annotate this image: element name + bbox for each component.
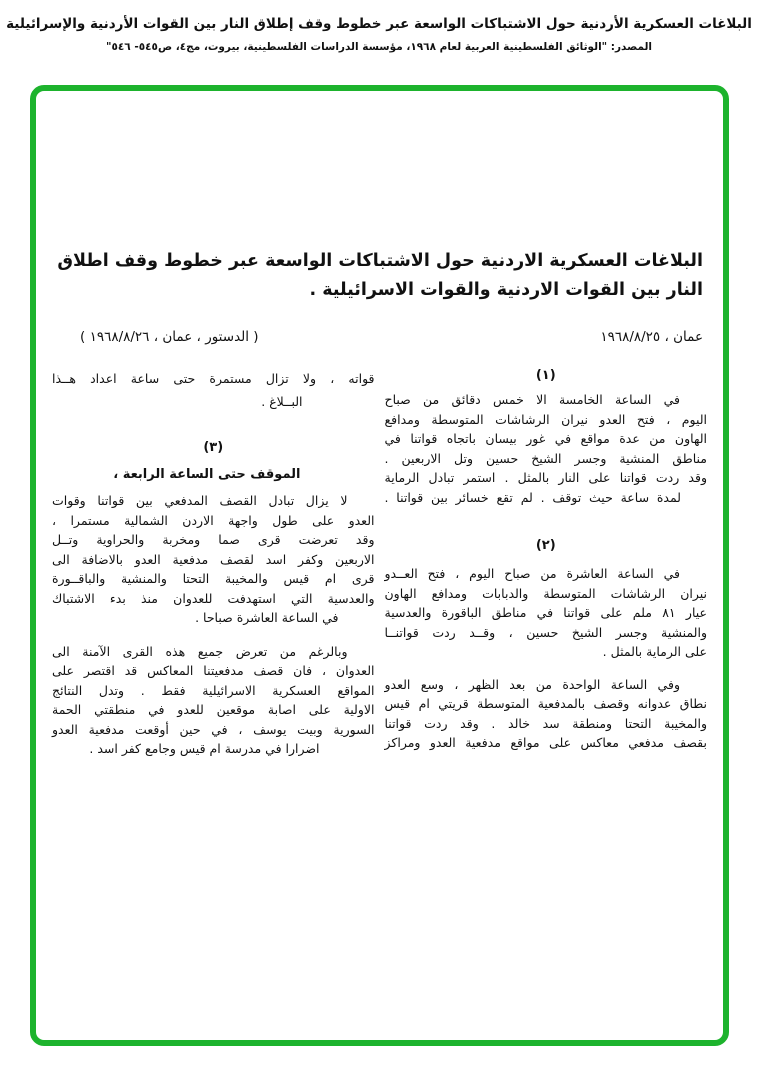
caption-title: البلاغات العسكرية الأردنية حول الاشتباكات الواسعة عبر خطوط وقف إطلاق النار بين القوات الأردنية والإسرائيلية [6, 16, 752, 32]
column-right [385, 367, 708, 759]
text-line: في الساعة العاشرة صباحا . [195, 610, 339, 625]
text-line: وقد ردت قواتنا على النار بالمثل . استمر تبادل الرماية [384, 470, 707, 485]
text-line: مناطق المنشية وجسر الشيخ حسين وتل الاربعين . [384, 450, 707, 466]
text-line: في الساعة العاشرة من صباح اليوم ، فتح العــدو [384, 566, 680, 581]
text-line: السورية وبيت يوسف ، في حين أوقعت مدفعية العدو [52, 721, 375, 737]
dateline-place-date: عمان ، ١٩٦٨/٨/٢٥ [600, 329, 703, 345]
text-line: نطاق عدوانه وقصف بالمدفعية المتوسطة قريتي ام قيس [384, 696, 707, 711]
document-title-line2: النار بين القوات الاردنية والقوات الاسرائيلية . [309, 280, 703, 300]
text-line: البــلاغ . [261, 394, 303, 409]
text-line: عيار ٨١ ملم على قواتنا في مناطق الباقورة والعدسية [384, 605, 707, 620]
text-line: اليوم ، فتح العدو نيران الرشاشات المتوسطة ومدافع [384, 411, 707, 427]
section-subheading: الموقف حتى الساعة الرابعة ، [113, 467, 301, 482]
text-line: العدو على طول واجهة الاردن الشمالية مستمرا ، [52, 512, 375, 528]
text-line: والمنشية وجسر الشيخ حسين ، وقــد ردت قواتنــا [384, 624, 707, 640]
green-frame [30, 85, 729, 1046]
text-line: وفي الساعة الواحدة من بعد الظهر ، وسع العدو [384, 676, 680, 692]
dateline [52, 327, 707, 347]
section-marker-2: (٢) [535, 538, 556, 553]
text-line: الاربعين وكفر اسد لقصف مدفعية العدو بالاضافة الى [52, 551, 375, 567]
document-title-line1: البلاغات العسكرية الاردنية حول الاشتباكات الواسعة عبر خطوط وقف اطلاق [57, 251, 703, 271]
body-columns [52, 367, 707, 759]
text-line: بقصف مدفعي معاكس على مواقع مدفعية العدو ومراكز [384, 735, 707, 750]
document-title [52, 247, 703, 305]
paragraph [385, 564, 708, 662]
text-line: الهاون من عدة مواقع في غور بيسان باتجاه قواتنا في [384, 431, 707, 446]
caption-source: المصدر: "الوثائق الفلسطينية العربية لعام ١٩٦٨، مؤسسة الدراسات الفلسطينية، بيروت، مج٤، ص٥٤٥- ٥٤٦" [105, 41, 653, 53]
column-left [52, 367, 375, 759]
text-line: وبالرغم من تعرض جميع هذه القرى الآمنة الى [52, 643, 348, 659]
text-line: قرى ام قيس والمخيبة التحتا والمنشية والباقــورة [52, 571, 375, 586]
text-line: في الساعة الخامسة الا خمس دقائق من صباح [384, 392, 680, 407]
text-line: نيران الرشاشات المتوسطة والدبابات ومدافع الهاون [384, 585, 707, 601]
section-marker-1: (١) [535, 368, 556, 383]
page-caption [0, 14, 758, 55]
paragraph [385, 390, 708, 507]
text-line: الاولية على اصابة موقعين للعدو في منطقتي الحمة [52, 702, 375, 717]
text-line: والمخيبة التحتا ومنطقة سد خالد . وقد ردت قواتنا [384, 715, 707, 731]
scanned-document [36, 247, 723, 759]
text-line: اضرارا في مدرسة ام قيس وجامع كفر اسد . [89, 741, 320, 756]
text-line: والعدسية التي استهدفت للعدوان منذ بدء الاشتباك [52, 590, 375, 606]
text-line: على الرماية بالمثل . [602, 644, 707, 659]
section-marker-3: (٣) [203, 440, 224, 455]
text-line: العدوان ، فان قصف مدفعيتنا المعاكس قد اقتصر على [52, 663, 375, 678]
text-line: وقد تعرضت قرى صما ومخربة والحراوية وتــل [52, 532, 375, 547]
text-line: لا يزال تبادل القصف المدفعي بين قواتنا وقوات [52, 493, 348, 508]
text-line: لمدة ساعة حيث توقف . لم تقع خسائر بين قواتنا . [384, 489, 681, 505]
paragraph [52, 642, 375, 759]
paragraph [52, 491, 375, 628]
dateline-source: ( الدستور ، عمان ، ١٩٦٨/٨/٢٦ ) [80, 329, 259, 345]
paragraph [385, 675, 708, 753]
paragraph [52, 367, 375, 413]
text-line: قواته ، ولا تزال مستمرة حتى ساعة اعداد هــذا [52, 371, 375, 386]
text-line: المواقع العسكرية الاسرائيلية فقط . وتدل النتائج [52, 682, 375, 698]
